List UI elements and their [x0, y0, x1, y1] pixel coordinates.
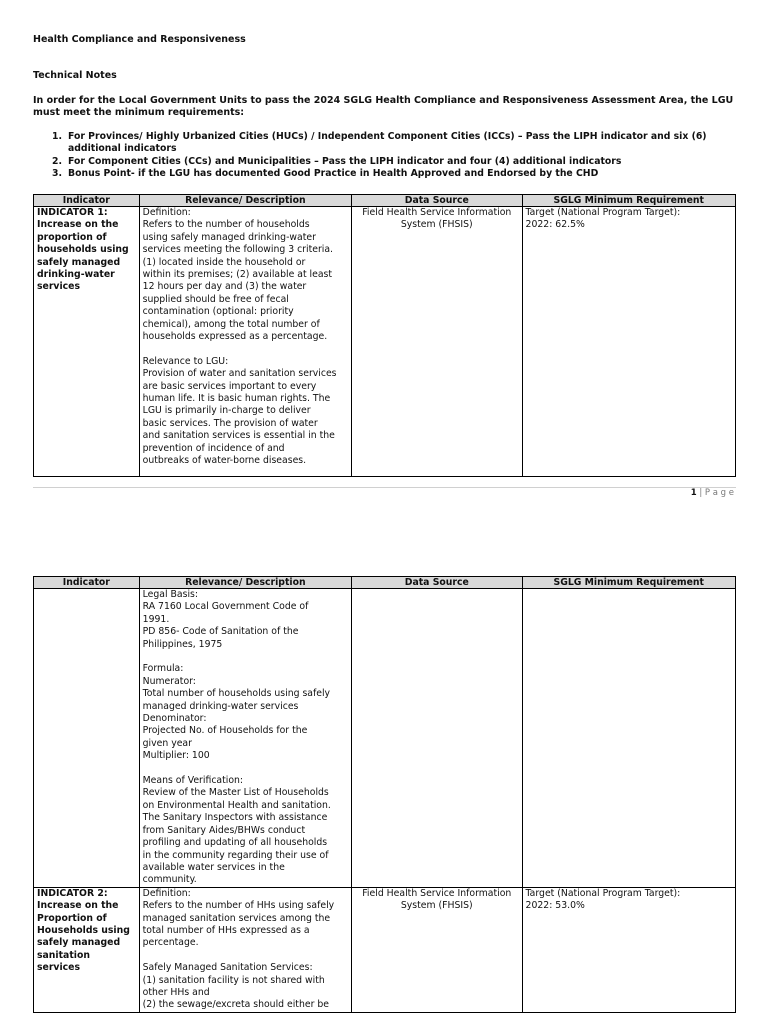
indicator-1-name-line: households using: [37, 244, 129, 256]
relevance-line: are basic services important to every: [142, 380, 317, 392]
definition-line: services meeting the following 3 criteria.: [142, 244, 334, 256]
definition-line: managed sanitation services among the: [142, 912, 331, 924]
definition-line: chemical), among the total number of: [142, 318, 320, 330]
header-indicator: Indicator: [34, 195, 140, 207]
relevance-line: basic services. The provision of water: [142, 417, 318, 429]
definition-line: Refers to the number of households: [142, 219, 310, 231]
verification-line: The Sanitary Inspectors with assistance: [142, 812, 328, 824]
requirement-item: [52, 156, 742, 168]
indicator-2-label: INDICATOR 2:: [37, 887, 108, 899]
table-row: [34, 207, 736, 477]
indicator-2-cell: [34, 887, 140, 1012]
formula-line: Total number of households using safely: [142, 688, 331, 700]
requirement-target-value: 2022: 53.0%: [525, 900, 585, 912]
header-minimum-requirement: SGLG Minimum Requirement: [522, 577, 735, 589]
document-title: Health Compliance and Responsiveness: [33, 34, 246, 45]
paragraph-gap: [143, 651, 348, 663]
relevance-line: Provision of water and sanitation services: [142, 368, 337, 380]
definition-line: using safely managed drinking-water: [142, 231, 316, 243]
requirement-text: For Component Cities (CCs) and Municipalities – Pass the LIPH indicator and four (4) additional indicators: [68, 155, 622, 167]
safely-managed-line: other HHs and: [142, 986, 210, 998]
header-indicator: Indicator: [34, 577, 140, 589]
legal-basis-line: RA 7160 Local Government Code of: [142, 601, 309, 613]
requirement-text: Bonus Point- if the LGU has documented Good Practice in Health Approved and Endorsed by the CHD: [68, 168, 599, 180]
data-source-line: Field Health Service Information: [362, 207, 512, 218]
paragraph-gap: [143, 343, 348, 355]
requirement-target-value: 2022: 62.5%: [525, 219, 585, 231]
legal-basis-label: Legal Basis:: [142, 589, 199, 600]
formula-label: Formula:: [142, 663, 184, 675]
data-source-line: Field Health Service Information: [362, 887, 512, 899]
formula-line: Numerator:: [142, 675, 196, 687]
safely-managed-label: Safely Managed Sanitation Services:: [142, 962, 313, 974]
paragraph-gap: [143, 763, 348, 775]
safely-managed-line: (2) the sewage/excreta should either be: [142, 999, 329, 1011]
definition-line: households expressed as a percentage.: [142, 331, 328, 343]
requirement-target-label: Target (National Program Target):: [525, 207, 681, 218]
indicator-1-continued-description-cell: [139, 589, 351, 888]
table-header-row: [34, 195, 736, 207]
definition-label: Definition:: [142, 207, 191, 218]
verification-line: Review of the Master List of Households: [142, 787, 329, 799]
formula-line: Projected No. of Households for the: [142, 725, 308, 737]
legal-basis-line: Philippines, 1975: [142, 638, 223, 650]
verification-line: from Sanitary Aides/BHWs conduct: [142, 824, 306, 836]
header-data-source: Data Source: [352, 195, 523, 207]
requirement-item: [52, 131, 742, 156]
data-source-line: System (FHSIS): [400, 219, 473, 231]
indicator-2-name-line: Increase on the: [37, 900, 119, 912]
indicator-1-name-line: services: [37, 281, 81, 293]
definition-line: contamination (optional: priority: [142, 306, 294, 318]
header-relevance: Relevance/ Description: [139, 577, 351, 589]
indicator-2-name-line: safely managed: [37, 937, 121, 949]
indicator-1-name-line: drinking-water: [37, 269, 115, 281]
technical-notes-heading: Technical Notes: [33, 70, 117, 81]
paragraph-gap: [143, 950, 348, 962]
means-of-verification-label: Means of Verification:: [142, 775, 244, 787]
indicator-2-description-cell: [139, 887, 351, 1012]
requirement-item: [52, 168, 742, 180]
verification-line: profiling and updating of all households: [142, 837, 328, 849]
indicator-2-requirement-cell: [522, 887, 735, 1012]
table-header-row: [34, 577, 736, 589]
relevance-line: and sanitation services is essential in the: [142, 430, 335, 442]
indicator-table-continued: [33, 576, 736, 1013]
indicator-1-name-line: safely managed: [37, 256, 121, 268]
formula-line: managed drinking-water services: [142, 700, 299, 712]
relevance-line: outbreaks of water-borne diseases.: [142, 455, 307, 467]
indicator-2-name-line: Proportion of: [37, 912, 107, 924]
indicator-1-name-line: Increase on the: [37, 219, 119, 231]
requirement-number: 3.: [52, 168, 63, 180]
relevance-line: prevention of incidence of and: [142, 442, 285, 454]
header-relevance: Relevance/ Description: [139, 195, 351, 207]
footer-divider: [33, 487, 736, 488]
relevance-label: Relevance to LGU:: [142, 355, 229, 367]
requirement-text: For Provinces/ Highly Urbanized Cities (HUCs) / Independent Component Cities (ICCs) – Pass the LIPH indicator and six (6) additional indicators: [68, 131, 707, 155]
relevance-line: LGU is primarily in-charge to deliver: [142, 405, 311, 417]
requirement-target-label: Target (National Program Target):: [525, 887, 681, 899]
indicator-1-continued-source-cell: [352, 589, 523, 888]
verification-line: community.: [142, 874, 197, 886]
data-source-line: System (FHSIS): [400, 900, 473, 912]
header-data-source: Data Source: [352, 577, 523, 589]
table-row: [34, 887, 736, 1012]
indicator-table: [33, 194, 736, 477]
indicator-1-description-cell: [139, 207, 351, 477]
relevance-line: human life. It is basic human rights. The: [142, 393, 331, 405]
formula-line: Denominator:: [142, 713, 207, 725]
safely-managed-line: (1) sanitation facility is not shared with: [142, 974, 325, 986]
indicator-1-continued-cell: [34, 589, 140, 888]
verification-line: on Environmental Health and sanitation.: [142, 799, 331, 811]
definition-label: Definition:: [142, 887, 191, 899]
indicator-2-data-source-cell: [352, 887, 523, 1012]
table-row: [34, 589, 736, 888]
verification-line: in the community regarding their use of: [142, 849, 329, 861]
legal-basis-line: PD 856- Code of Sanitation of the: [142, 626, 299, 638]
definition-line: Refers to the number of HHs using safely: [142, 900, 335, 912]
indicator-1-requirement-cell: [522, 207, 735, 477]
definition-line: total number of HHs expressed as a: [142, 924, 310, 936]
indicator-2-name-line: sanitation services: [37, 949, 90, 974]
requirement-number: 1.: [52, 131, 63, 142]
intro-paragraph: In order for the Local Government Units to pass the 2024 SGLG Health Compliance and Responsiveness Assessment Area, the LGU must meet the minimum requirements:: [33, 95, 734, 118]
page-number: [691, 488, 734, 498]
verification-line: available water services in the: [142, 861, 285, 873]
definition-line: within its premises; (2) available at least: [142, 269, 333, 281]
indicator-1-continued-requirement-cell: [522, 589, 735, 888]
definition-line: percentage.: [142, 937, 199, 949]
definition-line: (1) located inside the household or: [142, 256, 306, 268]
definition-line: supplied should be free of fecal: [142, 293, 289, 305]
legal-basis-line: 1991.: [142, 613, 170, 625]
indicator-1-name-line: proportion of: [37, 231, 107, 243]
page-number-value: 1: [690, 488, 697, 498]
page-1: [0, 0, 768, 500]
indicator-2-name-line: Households using: [37, 924, 130, 936]
header-minimum-requirement: SGLG Minimum Requirement: [522, 195, 735, 207]
requirement-number: 2.: [52, 155, 63, 167]
indicator-1-data-source-cell: [352, 207, 523, 477]
indicator-1-cell: [34, 207, 140, 477]
formula-line: Multiplier: 100: [142, 750, 210, 762]
definition-line: 12 hours per day and (3) the water: [142, 281, 307, 293]
indicator-1-label: INDICATOR 1:: [37, 207, 108, 218]
formula-line: given year: [142, 737, 192, 749]
page-label: | P a g e: [699, 488, 734, 498]
requirements-list: [52, 131, 742, 181]
